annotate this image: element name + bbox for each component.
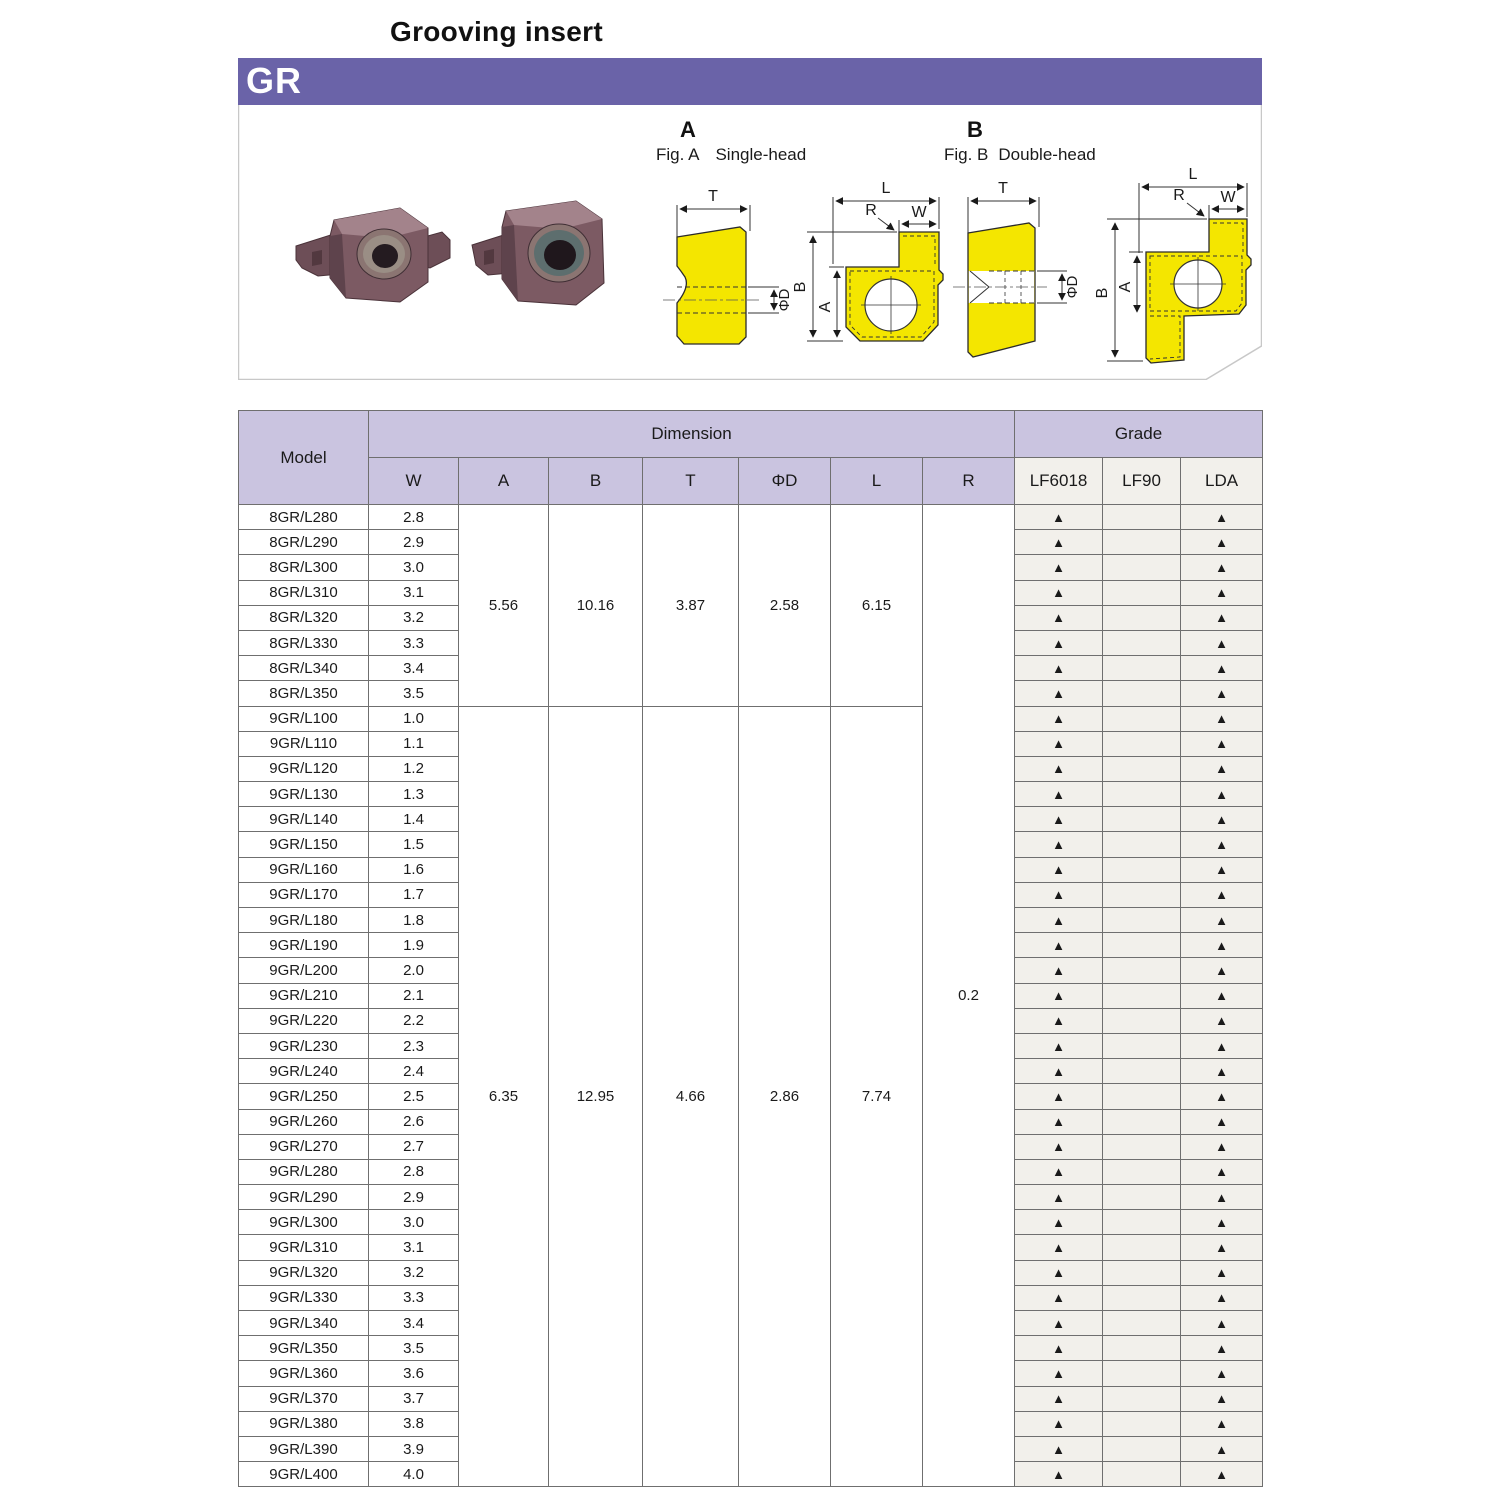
spec-table	[238, 410, 1263, 1487]
model-cell: 9GR/L310	[239, 1235, 369, 1260]
model-cell: 9GR/L220	[239, 1008, 369, 1033]
w-cell: 3.3	[369, 1285, 459, 1310]
w-cell: 1.6	[369, 857, 459, 882]
fig-b-caption	[944, 145, 1096, 165]
grade-mark-cell: ▲	[1015, 1084, 1103, 1109]
grade-mark-cell: ▲	[1015, 1033, 1103, 1058]
grade-mark-cell	[1103, 933, 1181, 958]
grade-mark-cell	[1103, 1411, 1181, 1436]
r-merged-cell: 0.2	[923, 505, 1015, 1487]
grade-mark-cell: ▲	[1015, 782, 1103, 807]
model-cell: 9GR/L230	[239, 1033, 369, 1058]
grade-mark-cell: ▲	[1181, 1285, 1263, 1310]
grade-mark-cell	[1103, 782, 1181, 807]
dim-merged-cell: 2.58	[739, 505, 831, 707]
grade-mark-cell: ▲	[1181, 1084, 1263, 1109]
grade-mark-cell	[1103, 605, 1181, 630]
grade-mark-cell	[1103, 555, 1181, 580]
fig-b-side-drawing	[943, 167, 1088, 372]
grade-mark-cell: ▲	[1181, 1311, 1263, 1336]
col-header-lf90: LF90	[1103, 458, 1181, 505]
grade-mark-cell	[1103, 1386, 1181, 1411]
grade-mark-cell: ▲	[1015, 530, 1103, 555]
w-cell: 1.5	[369, 832, 459, 857]
insert-photo-single-shape	[296, 208, 450, 302]
grade-mark-cell	[1103, 1185, 1181, 1210]
col-header-phid: ΦD	[739, 458, 831, 505]
fig-b-type: Double-head	[998, 145, 1096, 164]
grade-mark-cell: ▲	[1015, 1336, 1103, 1361]
grade-mark-cell	[1103, 706, 1181, 731]
grade-mark-cell: ▲	[1015, 1411, 1103, 1436]
grade-mark-cell: ▲	[1181, 1185, 1263, 1210]
model-cell: 9GR/L110	[239, 731, 369, 756]
w-cell: 1.2	[369, 756, 459, 781]
dim-label-a: A	[817, 301, 834, 313]
grade-mark-cell: ▲	[1181, 983, 1263, 1008]
dim-label-t: T	[708, 188, 718, 205]
col-header-l: L	[831, 458, 923, 505]
col-header-w: W	[369, 458, 459, 505]
grade-mark-cell	[1103, 908, 1181, 933]
w-cell: 3.9	[369, 1436, 459, 1461]
model-cell: 9GR/L300	[239, 1210, 369, 1235]
model-cell: 9GR/L180	[239, 908, 369, 933]
w-cell: 2.8	[369, 505, 459, 530]
spec-table-head	[239, 411, 1263, 505]
grade-mark-cell: ▲	[1015, 706, 1103, 731]
grade-mark-cell: ▲	[1015, 681, 1103, 706]
grade-mark-cell: ▲	[1181, 1462, 1263, 1487]
table-row	[239, 706, 1263, 731]
grade-mark-cell: ▲	[1181, 1235, 1263, 1260]
model-cell: 9GR/L360	[239, 1361, 369, 1386]
series-banner	[238, 58, 1262, 105]
grade-mark-cell: ▲	[1181, 731, 1263, 756]
grade-mark-cell	[1103, 681, 1181, 706]
dim-merged-cell: 3.87	[643, 505, 739, 707]
insert-photo-single	[288, 190, 458, 325]
w-cell: 3.4	[369, 656, 459, 681]
grade-mark-cell: ▲	[1181, 832, 1263, 857]
model-cell: 9GR/L150	[239, 832, 369, 857]
model-cell: 9GR/L270	[239, 1134, 369, 1159]
w-cell: 2.7	[369, 1134, 459, 1159]
page-title: Grooving insert	[390, 16, 603, 47]
grade-mark-cell: ▲	[1181, 958, 1263, 983]
dim-label-l: L	[1188, 166, 1198, 183]
model-cell: 9GR/L250	[239, 1084, 369, 1109]
grade-mark-cell: ▲	[1181, 782, 1263, 807]
w-cell: 2.4	[369, 1059, 459, 1084]
grade-mark-cell	[1103, 731, 1181, 756]
col-group-grade: Grade	[1015, 411, 1263, 458]
model-cell: 9GR/L400	[239, 1462, 369, 1487]
grade-mark-cell: ▲	[1181, 1059, 1263, 1084]
col-group-dimension: Dimension	[369, 411, 1015, 458]
dim-label-w: W	[1220, 189, 1236, 206]
grade-mark-cell: ▲	[1015, 958, 1103, 983]
model-cell: 9GR/L290	[239, 1185, 369, 1210]
grade-mark-cell	[1103, 1210, 1181, 1235]
w-cell: 3.1	[369, 1235, 459, 1260]
grade-mark-cell	[1103, 505, 1181, 530]
grade-mark-cell	[1103, 1033, 1181, 1058]
grade-mark-cell: ▲	[1015, 857, 1103, 882]
col-header-t: T	[643, 458, 739, 505]
grade-mark-cell: ▲	[1015, 731, 1103, 756]
grade-mark-cell	[1103, 1084, 1181, 1109]
grade-mark-cell: ▲	[1181, 1134, 1263, 1159]
grade-mark-cell: ▲	[1015, 908, 1103, 933]
insert-photo-double	[466, 185, 626, 325]
w-cell: 3.3	[369, 630, 459, 655]
grade-mark-cell	[1103, 857, 1181, 882]
grade-mark-cell	[1103, 1008, 1181, 1033]
w-cell: 1.1	[369, 731, 459, 756]
w-cell: 3.5	[369, 681, 459, 706]
dim-label-l: L	[881, 180, 891, 197]
grade-mark-cell: ▲	[1015, 505, 1103, 530]
w-cell: 2.5	[369, 1084, 459, 1109]
grade-mark-cell: ▲	[1015, 580, 1103, 605]
grade-mark-cell: ▲	[1181, 857, 1263, 882]
grade-mark-cell	[1103, 1311, 1181, 1336]
grade-mark-cell: ▲	[1015, 1285, 1103, 1310]
model-cell: 9GR/L350	[239, 1336, 369, 1361]
grade-mark-cell: ▲	[1181, 1210, 1263, 1235]
col-header-model: Model	[239, 411, 369, 505]
grade-mark-cell	[1103, 1260, 1181, 1285]
grade-mark-cell: ▲	[1015, 605, 1103, 630]
model-cell: 9GR/L190	[239, 933, 369, 958]
grade-mark-cell: ▲	[1181, 933, 1263, 958]
model-cell: 9GR/L210	[239, 983, 369, 1008]
dim-merged-cell: 4.66	[643, 706, 739, 1487]
model-cell: 9GR/L200	[239, 958, 369, 983]
grade-mark-cell: ▲	[1181, 1109, 1263, 1134]
w-cell: 2.9	[369, 1185, 459, 1210]
insert-photo-double-shape	[472, 201, 604, 305]
model-cell: 9GR/L130	[239, 782, 369, 807]
grade-mark-cell	[1103, 656, 1181, 681]
dim-label-b: B	[792, 281, 809, 293]
dim-label-t: T	[998, 180, 1008, 197]
fig-a-side-drawing	[653, 173, 793, 363]
grade-mark-cell	[1103, 832, 1181, 857]
grade-mark-cell: ▲	[1015, 1109, 1103, 1134]
grade-mark-cell	[1103, 983, 1181, 1008]
fig-a-front-drawing	[791, 167, 956, 372]
grade-mark-cell	[1103, 1361, 1181, 1386]
model-cell: 9GR/L330	[239, 1285, 369, 1310]
grade-mark-cell: ▲	[1181, 630, 1263, 655]
dim-label-phid: ΦD	[776, 288, 793, 312]
grade-mark-cell: ▲	[1181, 530, 1263, 555]
grade-mark-cell: ▲	[1181, 1159, 1263, 1184]
grade-mark-cell	[1103, 580, 1181, 605]
grade-mark-cell: ▲	[1015, 555, 1103, 580]
grade-mark-cell	[1103, 958, 1181, 983]
grade-mark-cell: ▲	[1181, 656, 1263, 681]
model-cell: 8GR/L290	[239, 530, 369, 555]
grade-mark-cell: ▲	[1181, 1260, 1263, 1285]
grade-mark-cell: ▲	[1181, 807, 1263, 832]
w-cell: 4.0	[369, 1462, 459, 1487]
grade-mark-cell: ▲	[1015, 832, 1103, 857]
grade-mark-cell	[1103, 1109, 1181, 1134]
grade-mark-cell: ▲	[1181, 706, 1263, 731]
w-cell: 3.5	[369, 1336, 459, 1361]
grade-mark-cell	[1103, 1336, 1181, 1361]
model-cell: 9GR/L260	[239, 1109, 369, 1134]
model-cell: 9GR/L100	[239, 706, 369, 731]
model-cell: 8GR/L280	[239, 505, 369, 530]
grade-mark-cell: ▲	[1015, 756, 1103, 781]
w-cell: 3.0	[369, 555, 459, 580]
grade-mark-cell	[1103, 530, 1181, 555]
dim-merged-cell: 5.56	[459, 505, 549, 707]
grade-mark-cell: ▲	[1015, 882, 1103, 907]
grade-mark-cell: ▲	[1015, 1386, 1103, 1411]
model-cell: 8GR/L310	[239, 580, 369, 605]
model-cell: 9GR/L320	[239, 1260, 369, 1285]
grade-mark-cell: ▲	[1015, 630, 1103, 655]
grade-mark-cell: ▲	[1015, 983, 1103, 1008]
grade-mark-cell: ▲	[1015, 1159, 1103, 1184]
grade-mark-cell: ▲	[1181, 756, 1263, 781]
model-cell: 9GR/L170	[239, 882, 369, 907]
grade-mark-cell: ▲	[1015, 1185, 1103, 1210]
insert-side-profile	[677, 227, 746, 344]
w-cell: 2.2	[369, 1008, 459, 1033]
col-header-b: B	[549, 458, 643, 505]
grade-mark-cell: ▲	[1181, 1411, 1263, 1436]
w-cell: 3.2	[369, 605, 459, 630]
dim-merged-cell: 6.35	[459, 706, 549, 1487]
grade-mark-cell	[1103, 1436, 1181, 1461]
col-header-lf6018: LF6018	[1015, 458, 1103, 505]
w-cell: 3.2	[369, 1260, 459, 1285]
grade-mark-cell: ▲	[1181, 1008, 1263, 1033]
grade-mark-cell: ▲	[1181, 882, 1263, 907]
grade-mark-cell: ▲	[1181, 1033, 1263, 1058]
grade-mark-cell	[1103, 630, 1181, 655]
grade-mark-cell: ▲	[1015, 933, 1103, 958]
dim-merged-cell: 7.74	[831, 706, 923, 1487]
grade-mark-cell: ▲	[1015, 1462, 1103, 1487]
fig-a-label: Fig. A	[656, 145, 700, 164]
grade-mark-cell	[1103, 1285, 1181, 1310]
model-cell: 9GR/L140	[239, 807, 369, 832]
col-header-lda: LDA	[1181, 458, 1263, 505]
header-row-groups	[239, 411, 1263, 458]
grade-mark-cell	[1103, 1134, 1181, 1159]
fig-b-label: Fig. B	[944, 145, 989, 164]
table-row	[239, 505, 1263, 530]
grade-mark-cell: ▲	[1015, 1260, 1103, 1285]
model-cell: 9GR/L160	[239, 857, 369, 882]
model-cell: 9GR/L370	[239, 1386, 369, 1411]
grade-mark-cell: ▲	[1181, 505, 1263, 530]
grade-mark-cell: ▲	[1015, 1436, 1103, 1461]
series-banner-label: GR	[246, 60, 302, 101]
w-cell: 2.8	[369, 1159, 459, 1184]
dim-merged-cell: 6.15	[831, 505, 923, 707]
grade-mark-cell: ▲	[1181, 908, 1263, 933]
dim-merged-cell: 10.16	[549, 505, 643, 707]
model-cell: 8GR/L330	[239, 630, 369, 655]
model-cell: 9GR/L340	[239, 1311, 369, 1336]
w-cell: 2.9	[369, 530, 459, 555]
model-cell: 9GR/L380	[239, 1411, 369, 1436]
fig-a-caption	[656, 145, 806, 165]
w-cell: 1.3	[369, 782, 459, 807]
grade-mark-cell: ▲	[1015, 1059, 1103, 1084]
dim-label-w: W	[911, 204, 927, 221]
grade-mark-cell: ▲	[1015, 656, 1103, 681]
model-cell: 8GR/L340	[239, 656, 369, 681]
model-cell: 9GR/L390	[239, 1436, 369, 1461]
grade-mark-cell: ▲	[1015, 1008, 1103, 1033]
w-cell: 2.3	[369, 1033, 459, 1058]
col-header-a: A	[459, 458, 549, 505]
w-cell: 3.8	[369, 1411, 459, 1436]
fig-b-front-drawing	[1091, 155, 1263, 375]
grade-mark-cell	[1103, 756, 1181, 781]
grade-mark-cell	[1103, 1159, 1181, 1184]
dim-label-phid: ΦD	[1064, 275, 1081, 299]
grade-mark-cell	[1103, 882, 1181, 907]
w-cell: 3.1	[369, 580, 459, 605]
fig-a-letter: A	[680, 117, 696, 142]
dim-label-a: A	[1117, 281, 1134, 293]
dim-label-b: B	[1094, 287, 1111, 299]
dim-merged-cell: 12.95	[549, 706, 643, 1487]
grade-mark-cell: ▲	[1181, 1336, 1263, 1361]
grade-mark-cell: ▲	[1181, 681, 1263, 706]
col-header-r: R	[923, 458, 1015, 505]
dim-label-r: R	[1173, 187, 1185, 204]
w-cell: 3.6	[369, 1361, 459, 1386]
grade-mark-cell: ▲	[1015, 1311, 1103, 1336]
grade-mark-cell: ▲	[1181, 1436, 1263, 1461]
w-cell: 2.1	[369, 983, 459, 1008]
grade-mark-cell: ▲	[1181, 580, 1263, 605]
model-cell: 9GR/L280	[239, 1159, 369, 1184]
spec-table-body	[239, 505, 1263, 1487]
w-cell: 1.4	[369, 807, 459, 832]
w-cell: 1.8	[369, 908, 459, 933]
fig-a-type: Single-head	[715, 145, 807, 164]
w-cell: 3.4	[369, 1311, 459, 1336]
grade-mark-cell: ▲	[1015, 1235, 1103, 1260]
fig-b-letter: B	[967, 117, 983, 142]
grade-mark-cell: ▲	[1015, 1134, 1103, 1159]
grade-mark-cell: ▲	[1181, 555, 1263, 580]
grade-mark-cell	[1103, 1462, 1181, 1487]
dim-merged-cell: 2.86	[739, 706, 831, 1487]
grade-mark-cell: ▲	[1015, 1210, 1103, 1235]
w-cell: 3.7	[369, 1386, 459, 1411]
model-cell: 8GR/L300	[239, 555, 369, 580]
model-cell: 9GR/L120	[239, 756, 369, 781]
w-cell: 2.6	[369, 1109, 459, 1134]
grade-mark-cell: ▲	[1015, 807, 1103, 832]
model-cell: 8GR/L320	[239, 605, 369, 630]
w-cell: 1.0	[369, 706, 459, 731]
model-cell: 8GR/L350	[239, 681, 369, 706]
w-cell: 2.0	[369, 958, 459, 983]
grade-mark-cell: ▲	[1181, 605, 1263, 630]
figure-panel	[238, 105, 1262, 380]
grade-mark-cell	[1103, 1235, 1181, 1260]
model-cell: 9GR/L240	[239, 1059, 369, 1084]
grade-mark-cell	[1103, 1059, 1181, 1084]
dim-label-r: R	[865, 202, 877, 219]
w-cell: 1.7	[369, 882, 459, 907]
grade-mark-cell: ▲	[1181, 1386, 1263, 1411]
grade-mark-cell: ▲	[1181, 1361, 1263, 1386]
grade-mark-cell: ▲	[1015, 1361, 1103, 1386]
w-cell: 1.9	[369, 933, 459, 958]
w-cell: 3.0	[369, 1210, 459, 1235]
grade-mark-cell	[1103, 807, 1181, 832]
header-row-columns	[239, 458, 1263, 505]
